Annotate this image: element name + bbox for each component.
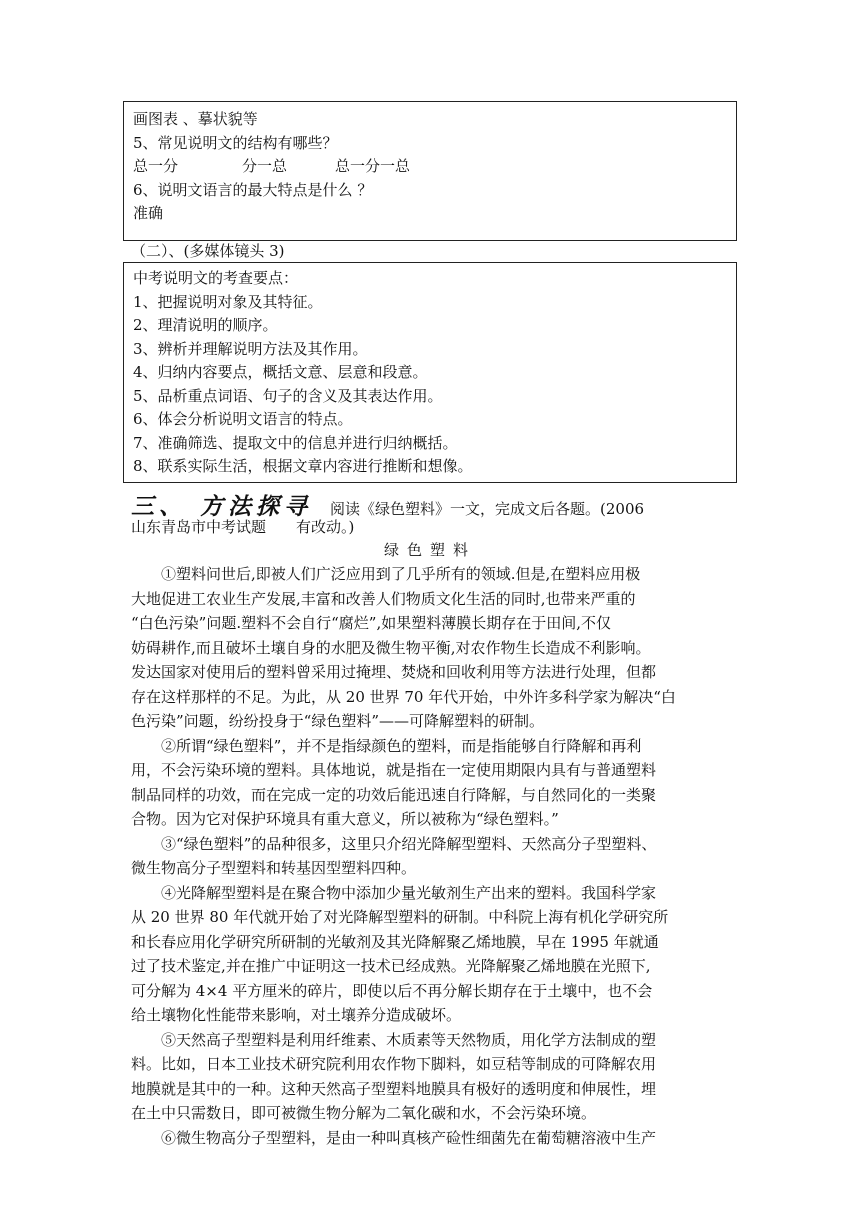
paragraph-6 [131,1126,737,1151]
heading-intro-cont: 山东青岛市中考试题 有改动。) [131,518,355,536]
paragraph-4 [131,881,737,1028]
article-body [131,562,737,1150]
exam-point-item: 3、辨析并理解说明方法及其作用。 [133,339,368,358]
article-line: 过了技术鉴定,并在推广中证明这一技术已经成熟。光降解聚乙烯地膜在光照下, [131,957,651,975]
exam-points-box [123,262,737,483]
exam-point-item: 1、把握说明对象及其特征。 [133,292,323,311]
article-line: 色污染”问题，纷纷投身于“绿色塑料”——可降解塑料的研制。 [131,712,545,730]
box1-line-1: 画图表 、摹状貌等 [133,110,258,128]
box1-line-2: 5、常见说明文的结构有哪些？ [133,133,338,152]
paragraph-5 [131,1028,737,1126]
exam-point-item: 7、准确筛选、提取文中的信息并进行归纳概括。 [133,433,458,452]
article-line: 发达国家对使用后的塑料曾采用过掩埋、焚烧和回收利用等方法进行处理，但都 [131,663,657,681]
article-line: 料。比如，日本工业技术研究院利用农作物下脚料，如豆秸等制成的可降解农用 [131,1055,657,1073]
article-line: 从 20 世界 80 年代就开始了对光降解型塑料的研制。中科院上海有机化学研究所 [131,908,669,926]
article-line: 在土中只需数日，即可被微生物分解为二氧化碳和水，不会污染环境。 [131,1104,597,1122]
section-heading: 三、 方法探寻 [131,493,313,520]
paragraph-2 [131,734,737,832]
exam-point-item: 2、理清说明的顺序。 [133,316,278,334]
structure-row [133,155,727,179]
article-line: 制品同样的功效，而在完成一定的功效后能迅速自行降解，与自然同化的一类聚 [131,785,657,804]
article-line: 妨碍耕作,而且破坏土壤自身的水肥及微生物平衡,对农作物生长造成不利影响。 [131,638,651,657]
exam-points-title: 中考说明文的考查要点： [133,269,299,287]
structure-2: 分一总 [242,157,288,175]
article-line: 大地促进工农业生产发展,丰富和改善人们物质文化生活的同时,也带来严重的 [131,589,636,608]
exam-point-item: 8、联系实际生活，根据文章内容进行推断和想像。 [133,457,473,475]
article-line: 地膜就是其中的一种。这种天然高子型塑料地膜具有极好的透明度和伸展性，埋 [131,1079,657,1098]
article-line: ①塑料问世后,即被人们广泛应用到了几乎所有的领域.但是,在塑料应用极 [161,565,641,583]
article-title: 绿色塑料 [383,541,476,559]
structure-3: 总一分一总 [335,157,411,175]
paragraph-3 [131,832,737,881]
article-line: 合物。因为它对保护环境具有重大意义，所以被称为“绿色塑料。” [131,810,559,828]
article-line: 可分解为 4×4 平方厘米的碎片，即使以后不再分解长期存在于土壤中，也不会 [131,981,653,1000]
paragraph-1 [131,562,737,734]
section-label: （二）、(多媒体镜头 3) [131,242,285,260]
article-line: ⑤天然高子型塑料是利用纤维素、木质素等天然物质，用化学方法制成的塑 [161,1030,657,1049]
box1-line-4: 准确 [133,204,164,222]
article-line: ⑥微生物高分子型塑料，是由一种叫真核产硷性细菌先在葡萄糖溶液中生产 [161,1128,657,1147]
answer-box-1 [123,101,737,241]
article-line: 存在这样那样的不足。为此，从 20 世界 70 年代开始，中外许多科学家为解决“白 [131,687,676,706]
exam-point-item: 4、归纳内容要点，概括文意、层意和段意。 [133,363,428,381]
exam-point-item: 5、品析重点词语、句子的含义及其表达作用。 [133,386,443,405]
structure-1: 总一分 [133,157,179,175]
article-line: 和长春应用化学研究所研制的光敏剂及其光降解聚乙烯地膜，早在 1995 年就通 [131,932,659,951]
article-line: ②所谓“绿色塑料”，并不是指绿颜色的塑料，而是指能够自行降解和再利 [161,736,642,755]
exam-point-item: 6、体会分析说明文语言的特点。 [133,410,353,428]
article-line: ④光降解型塑料是在聚合物中添加少量光敏剂生产出来的塑料。我国科学家 [161,883,657,902]
article-line: 微生物高分子型塑料和转基因型塑料四种。 [131,859,417,877]
article-line: 给土壤物化性能带来影响，对土壤养分造成破坏。 [131,1006,462,1024]
heading-intro: 阅读《绿色塑料》一文，完成文后各题。(2006 [330,500,645,518]
box1-line-3: 6、说明文语言的最大特点是什么 ？ [133,180,373,199]
article-line: “白色污染”问题.塑料不会自行“腐烂”,如果塑料薄膜长期存在于田间,不仅 [131,614,611,632]
article-line: ③“绿色塑料”的品种很多，这里只介绍光降解型塑料、天然高分子型塑料、 [161,834,657,853]
article-line: 用，不会污染环境的塑料。具体地说，就是指在一定使用期限内具有与普通塑料 [131,761,657,779]
